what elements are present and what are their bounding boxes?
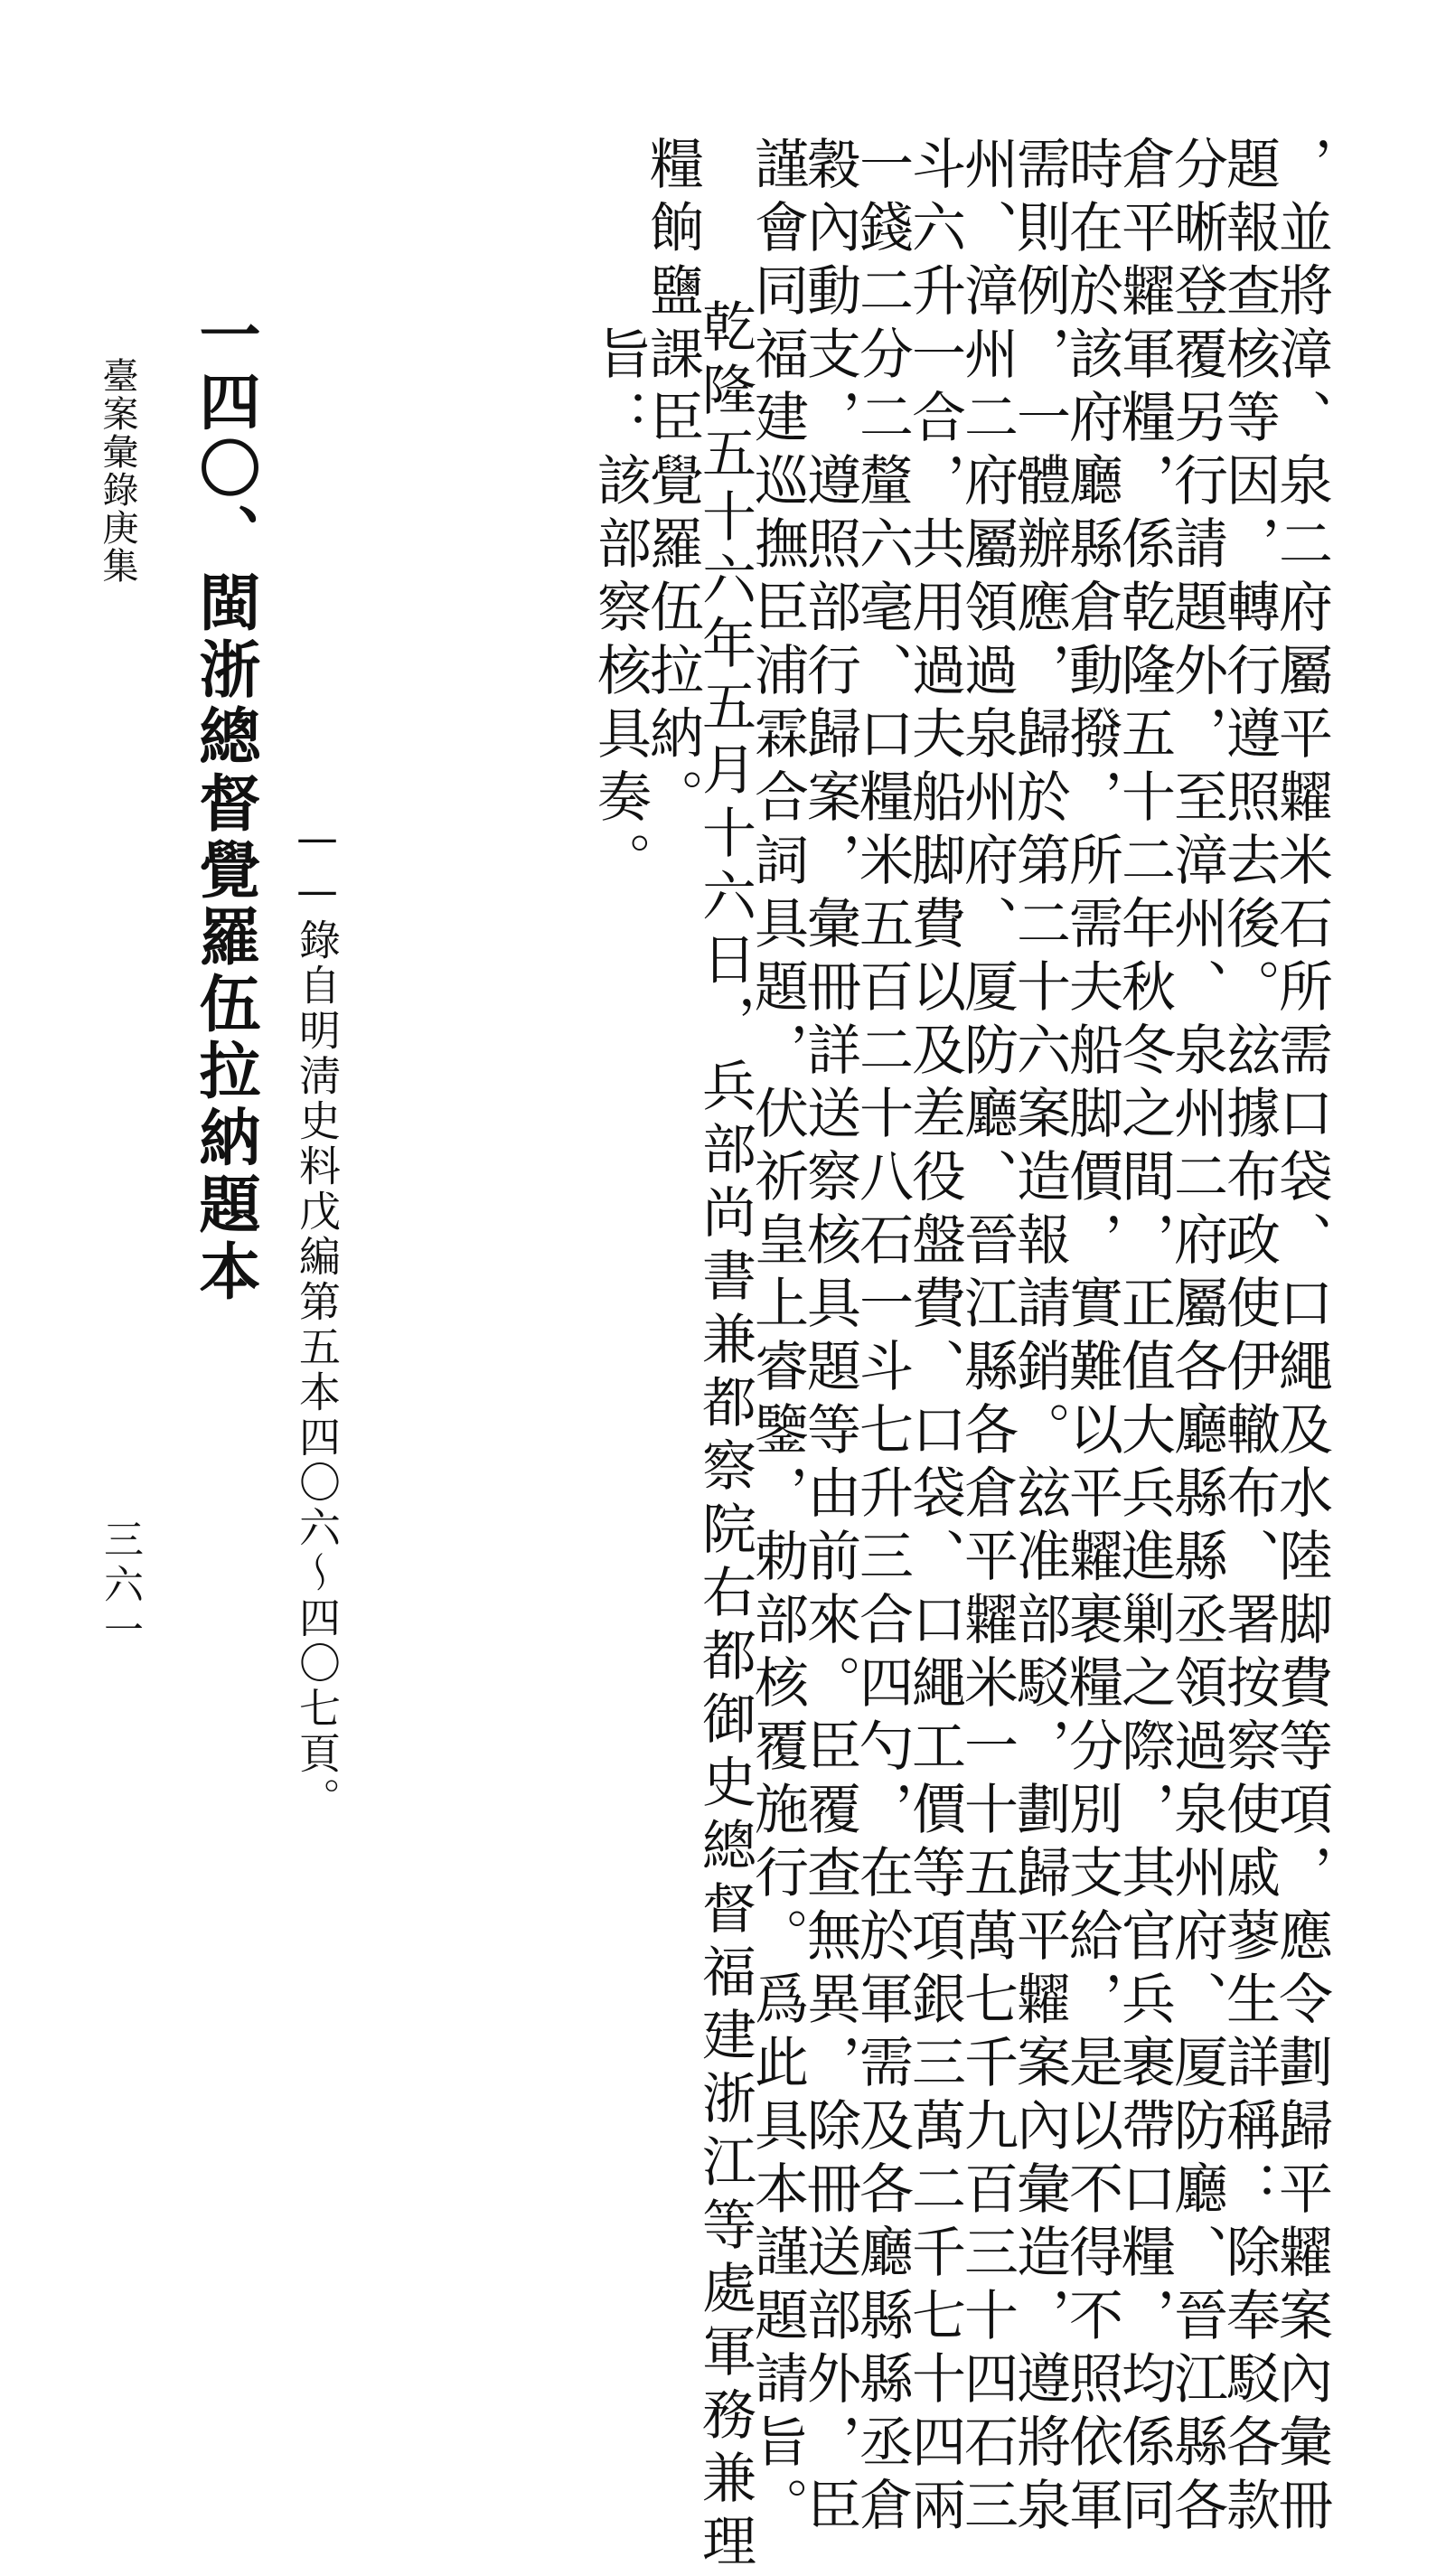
text-column-11: 謹會同福建巡撫臣浦霖合詞具題，伏祈皇上睿鑒，勅部核覆施行。爲此具本謹題請旨。 bbox=[746, 136, 809, 2540]
text-column-12: 乾隆五十六年五月十六日，兵部尚書兼都察院右都御史總督福建浙江等處軍務兼理 bbox=[693, 298, 756, 2576]
text-column-7: 州、漳州二府屬領過泉州府、厦防廳、晉江縣各倉平糶米一十五萬七千九百三十四石三 bbox=[955, 136, 1019, 2540]
text-column-13: 糧餉鹽課臣覺羅伍拉納。 bbox=[641, 136, 704, 832]
running-head: 臺案彙錄庚集 bbox=[97, 357, 138, 585]
text-column-10: 穀內動支，遵照部行歸案，彙冊詳送察核具題等由前來。臣覆查無異，除冊送部外，臣 bbox=[798, 136, 861, 2540]
text-column-14: 旨：該部察核具奏。 bbox=[588, 325, 652, 895]
text-column-9: 一錢二分二釐六毫、口糧米五百二十八石一斗七升三合四勺，在於軍需及各廳縣縣丞倉 bbox=[850, 136, 914, 2540]
text-column-3: 分晰登覆另行請題外，至漳州、泉州二府屬各廳縣縣丞領過泉州府、厦防廳、晉江縣各 bbox=[1165, 136, 1228, 2540]
text-column-2: 題報查核等因，轉行遵照去後。玆據布政使伊轍布、署按察使戚蓼生詳稱：除奉駁各款 bbox=[1217, 136, 1281, 2540]
text-column-5: 時在於該府廳縣倉動撥，所需夫船脚價，實難以平糶裹糧分別支給，是以不得不照依軍 bbox=[1060, 136, 1123, 2540]
text-column-1: ，並將漳、泉二府屬平糶米石所需口袋、口繩及水陸脚費等項，應令劃歸平糶案內彙冊 bbox=[1270, 136, 1333, 2540]
section-heading: 一四〇、閩浙總督覺羅伍拉納題本 bbox=[189, 303, 260, 1306]
text-column-6: 需則例，一體辦應，歸於第二十六案造報請銷。玆准部駁，劃歸平糶案內彙造，遵將泉 bbox=[1008, 136, 1071, 2540]
text-column-4: 倉平糶軍糧，係乾隆五十二年秋冬之間，正值大兵進剿之際，其官兵裹帶口糧，均係同 bbox=[1113, 136, 1176, 2540]
page-number: 三六一 bbox=[97, 1518, 143, 1654]
source-citation: ——錄自明淸史料戊編第五本四〇六～四〇七頁。 bbox=[293, 813, 342, 1822]
text-column-8: 斗六升一合，共用過夫船脚費以及差役盤費、口袋、口繩工價等項銀三萬二千七十四兩 bbox=[903, 136, 966, 2540]
